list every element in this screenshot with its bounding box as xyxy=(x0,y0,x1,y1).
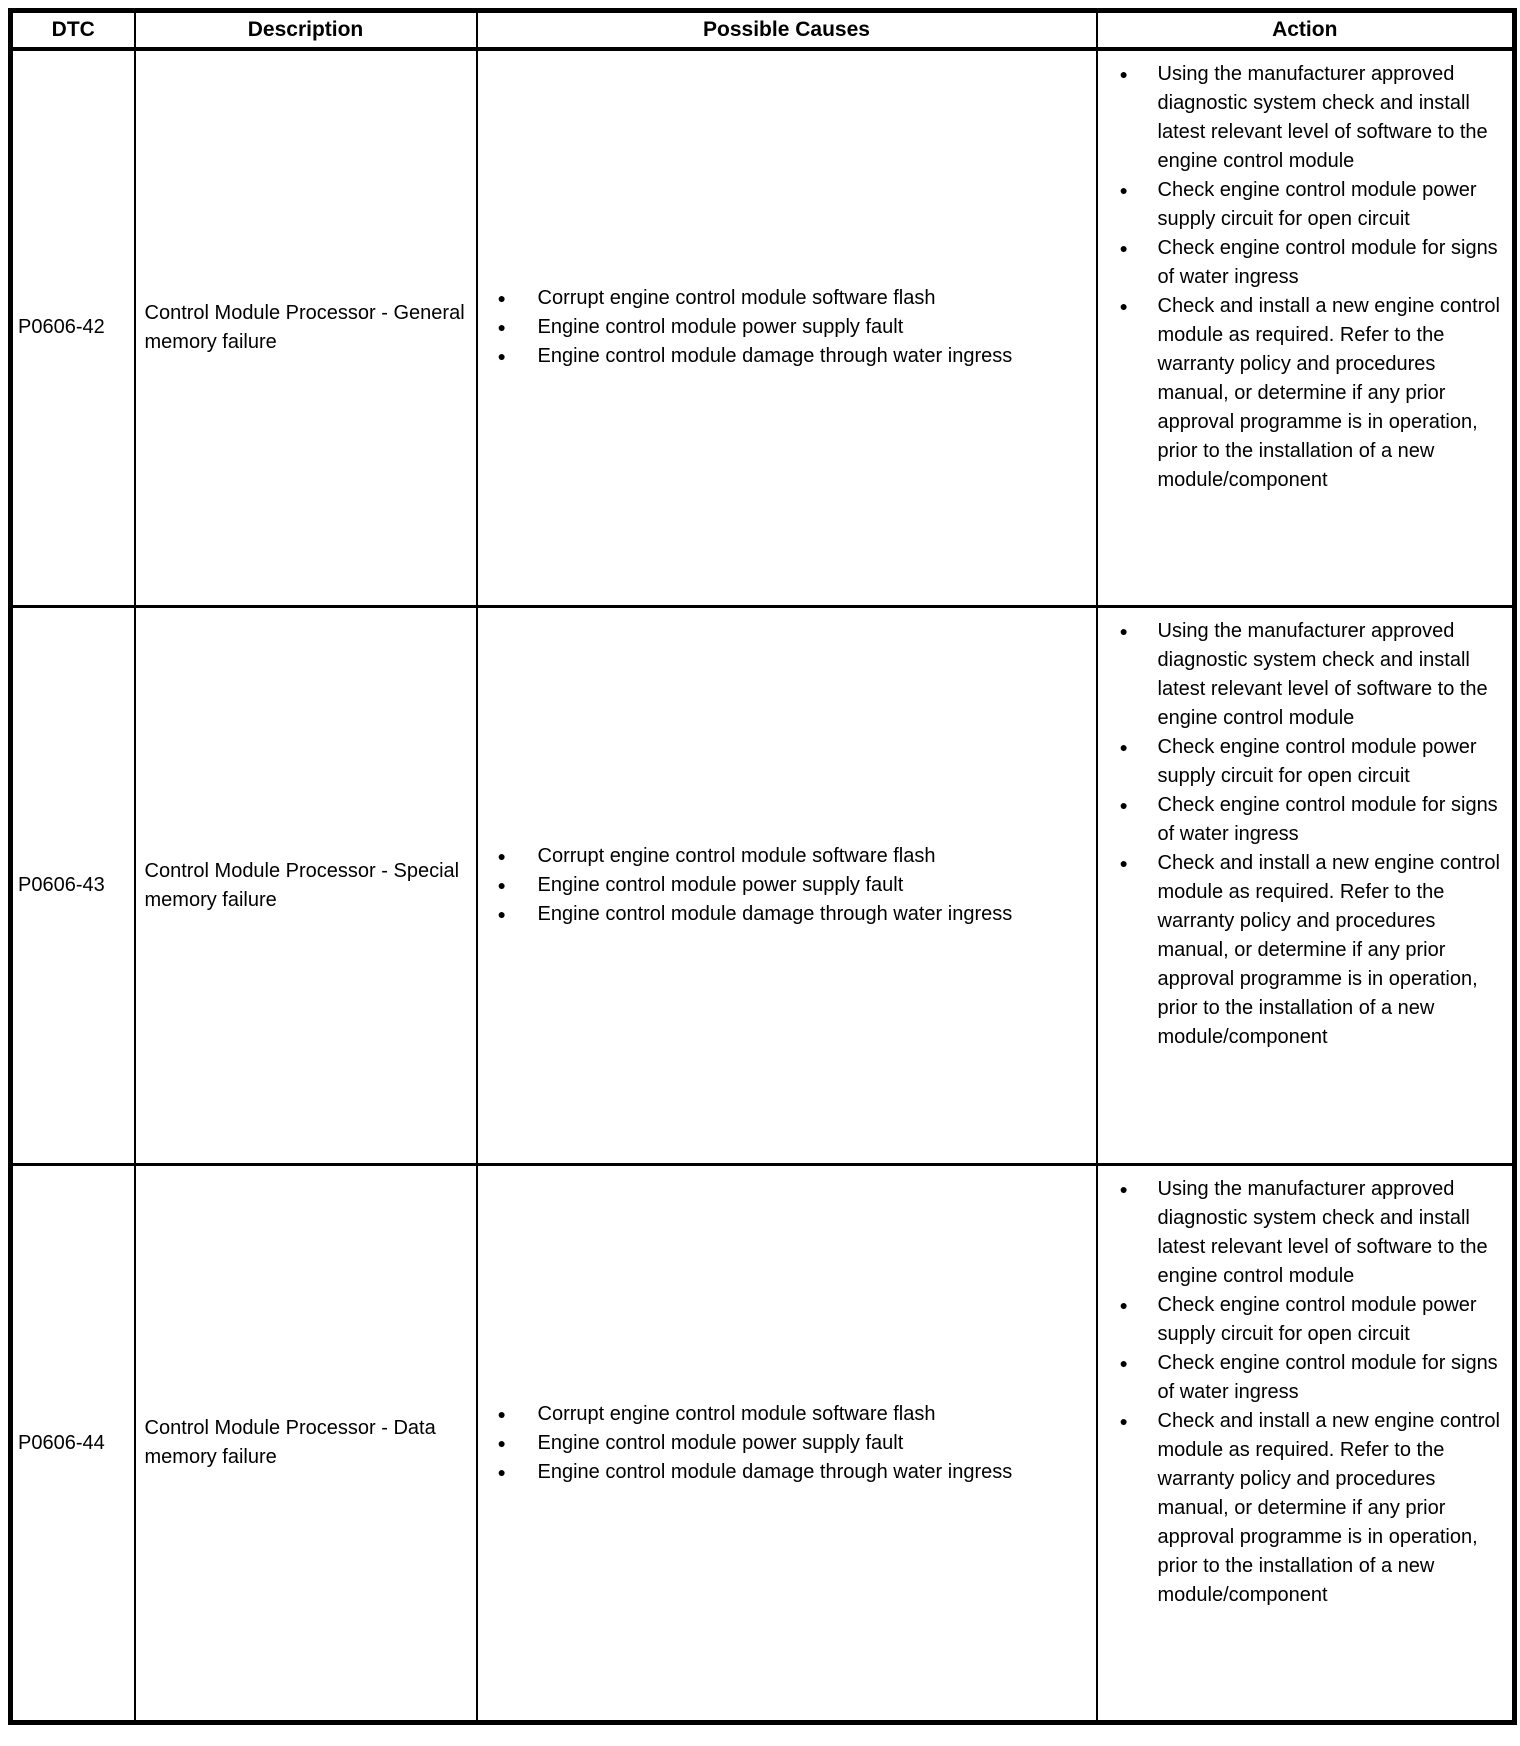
list-item xyxy=(1120,1291,1509,1349)
list-item xyxy=(498,284,1066,313)
action-cell xyxy=(1097,1165,1515,1723)
header-description: Description xyxy=(135,11,477,49)
bullet-icon xyxy=(498,1458,538,1487)
causes-cell xyxy=(477,607,1097,1165)
header-action: Action xyxy=(1097,11,1515,49)
list-item-text: Engine control module power supply fault xyxy=(537,1431,904,1454)
list-item xyxy=(1120,176,1509,234)
list-item-text: Check engine control module for signs of water ingress xyxy=(1157,1352,1498,1403)
list-item-text: Using the manufacturer approved diagnostic system check and install latest relevant level of software to the engine control module xyxy=(1157,620,1488,729)
causes-list xyxy=(498,1400,1066,1487)
dtc-code-cell: P0606-44 xyxy=(11,1165,135,1723)
list-item xyxy=(1120,60,1509,176)
list-item xyxy=(498,342,1066,371)
list-item xyxy=(1120,617,1509,733)
bullet-icon xyxy=(1120,733,1158,791)
table-row xyxy=(11,49,1515,607)
list-item-text: Using the manufacturer approved diagnostic system check and install latest relevant level of software to the engine control module xyxy=(1157,62,1488,172)
bullet-icon xyxy=(1120,176,1158,234)
action-list xyxy=(1120,617,1509,1052)
list-item xyxy=(498,842,1066,871)
list-item-text: Engine control module power supply fault xyxy=(537,874,904,896)
list-item-text: Check and install a new engine control module as required. Refer to the warranty policy and procedures manual, or determine if any prior approval programme is in operation, prior to the installation of a new module/component xyxy=(1157,852,1500,1048)
action-list xyxy=(1120,60,1509,495)
causes-cell xyxy=(477,49,1097,607)
bullet-icon xyxy=(1120,234,1158,292)
list-item-text: Check engine control module power supply circuit for open circuit xyxy=(1157,736,1477,787)
list-item xyxy=(1120,1175,1509,1291)
description-cell: Control Module Processor - Special memory failure xyxy=(135,607,477,1165)
causes-list xyxy=(498,842,1066,929)
bullet-icon xyxy=(1120,1175,1158,1291)
bullet-icon xyxy=(498,900,538,929)
list-item-text: Check engine control module power supply circuit for open circuit xyxy=(1157,178,1477,230)
action-cell xyxy=(1097,49,1515,607)
list-item-text: Corrupt engine control module software flash xyxy=(537,1402,936,1425)
action-list xyxy=(1120,1175,1509,1610)
list-item-text: Engine control module damage through water ingress xyxy=(537,903,1013,925)
dtc-fault-table xyxy=(8,8,1517,1725)
dtc-code-cell: P0606-43 xyxy=(11,607,135,1165)
list-item xyxy=(1120,292,1509,495)
header-row xyxy=(11,11,1515,49)
list-item xyxy=(498,313,1066,342)
list-item xyxy=(498,871,1066,900)
list-item-text: Check engine control module power supply circuit for open circuit xyxy=(1157,1294,1477,1345)
dtc-code-cell: P0606-42 xyxy=(11,49,135,607)
action-cell xyxy=(1097,607,1515,1165)
bullet-icon xyxy=(1120,60,1158,176)
bullet-icon xyxy=(498,871,538,900)
list-item xyxy=(1120,791,1509,849)
header-dtc: DTC xyxy=(11,11,135,49)
list-item-text: Check and install a new engine control module as required. Refer to the warranty policy and procedures manual, or determine if any prior approval programme is in operation, prior to the installation of a new module/component xyxy=(1157,1410,1500,1606)
bullet-icon xyxy=(498,842,538,871)
bullet-icon xyxy=(498,313,538,342)
list-item-text: Engine control module damage through water ingress xyxy=(537,345,1013,368)
list-item-text: Using the manufacturer approved diagnostic system check and install latest relevant level of software to the engine control module xyxy=(1157,1178,1488,1287)
list-item xyxy=(498,1400,1066,1429)
bullet-icon xyxy=(498,1400,538,1429)
bullet-icon xyxy=(1120,791,1158,849)
list-item xyxy=(1120,234,1509,292)
list-item xyxy=(498,1429,1066,1458)
header-possible-causes: Possible Causes xyxy=(477,11,1097,49)
description-cell: Control Module Processor - General memory failure xyxy=(135,49,477,607)
bullet-icon xyxy=(498,342,538,371)
causes-cell xyxy=(477,1165,1097,1723)
bullet-icon xyxy=(1120,1349,1158,1407)
list-item xyxy=(498,900,1066,929)
list-item xyxy=(1120,1407,1509,1610)
list-item xyxy=(1120,849,1509,1052)
table-row xyxy=(11,1165,1515,1723)
list-item-text: Corrupt engine control module software flash xyxy=(537,287,936,310)
list-item-text: Check and install a new engine control module as required. Refer to the warranty policy and procedures manual, or determine if any prior approval programme is in operation, prior to the installation of a new module/component xyxy=(1157,294,1500,491)
bullet-icon xyxy=(1120,1291,1158,1349)
bullet-icon xyxy=(498,284,538,313)
list-item xyxy=(1120,733,1509,791)
list-item-text: Check engine control module for signs of water ingress xyxy=(1157,236,1498,288)
bullet-icon xyxy=(1120,1407,1158,1610)
description-cell: Control Module Processor - Data memory failure xyxy=(135,1165,477,1723)
list-item xyxy=(1120,1349,1509,1407)
list-item-text: Corrupt engine control module software flash xyxy=(537,845,936,867)
list-item xyxy=(498,1458,1066,1487)
causes-list xyxy=(498,284,1066,371)
bullet-icon xyxy=(1120,617,1158,733)
table-row xyxy=(11,607,1515,1165)
list-item-text: Engine control module power supply fault xyxy=(537,316,904,339)
list-item-text: Check engine control module for signs of water ingress xyxy=(1157,794,1498,845)
bullet-icon xyxy=(498,1429,538,1458)
bullet-icon xyxy=(1120,292,1158,495)
list-item-text: Engine control module damage through water ingress xyxy=(537,1460,1013,1483)
bullet-icon xyxy=(1120,849,1158,1052)
